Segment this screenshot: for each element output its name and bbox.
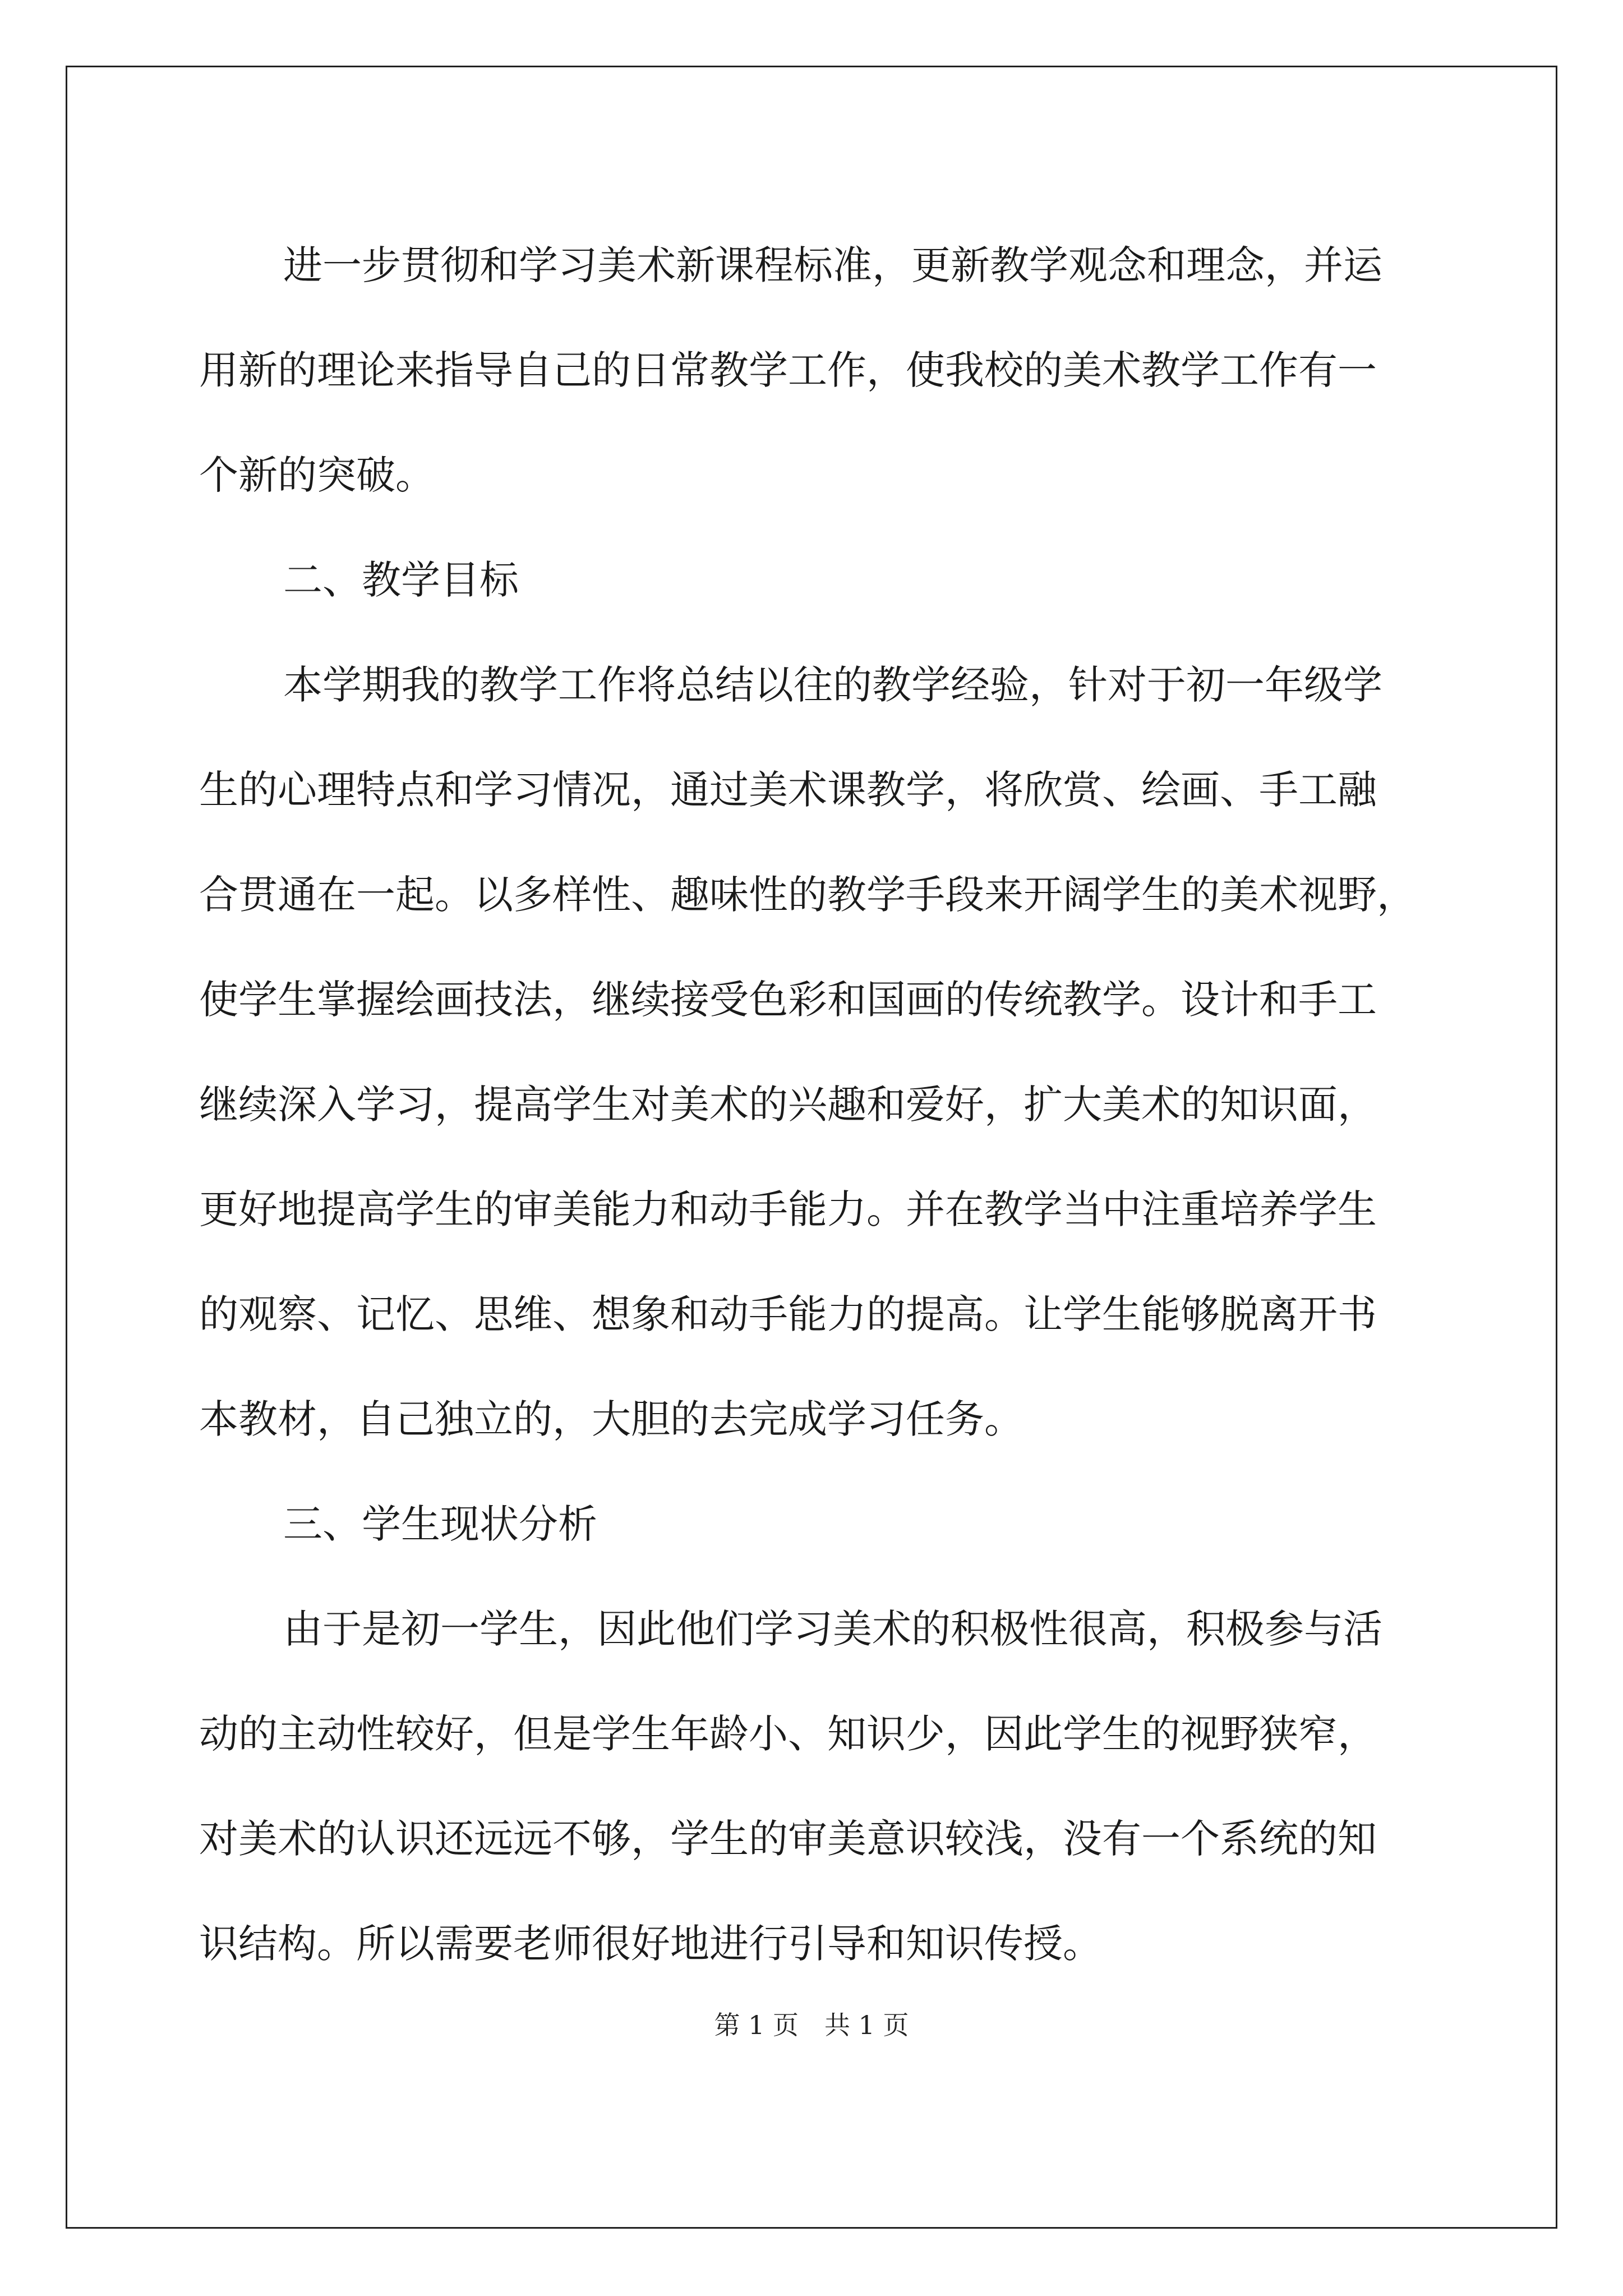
text-line: 进一步贯彻和学习美术新课程标准，更新教学观念和理念，并运 [283, 242, 1382, 288]
text-line: 继续深入学习，提高学生对美术的兴趣和爱好，扩大美术的知识面， [199, 1082, 1377, 1128]
paragraph-intro [199, 213, 1438, 528]
text-line: 本学期我的教学工作将总结以往的教学经验，针对于初一年级学 [283, 662, 1382, 708]
text-line: 对美术的认识还远远不够，学生的审美意识较浅，没有一个系统的知 [199, 1816, 1377, 1862]
heading-teaching-goals [199, 528, 1438, 633]
text-line: 本教材，自己独立的，大胆的去完成学习任务。 [199, 1396, 1023, 1442]
text-line: 使学生掌握绘画技法，继续接受色彩和国画的传统教学。设计和手工 [199, 977, 1377, 1023]
text-line: 动的主动性较好，但是学生年龄小、知识少，因此学生的视野狭窄， [199, 1711, 1377, 1757]
heading-student-analysis [199, 1472, 1438, 1577]
section-heading: 三、学生现状分析 [283, 1501, 597, 1547]
text-line: 用新的理论来指导自己的日常教学工作，使我校的美术教学工作有一 [199, 347, 1377, 393]
text-line: 识结构。所以需要老师很好地进行引导和知识传授。 [199, 1921, 1102, 1967]
text-line: 个新的突破。 [199, 452, 435, 498]
text-line: 的观察、记忆、思维、想象和动手能力的提高。让学生能够脱离开书 [199, 1291, 1377, 1337]
section-heading: 二、教学目标 [283, 557, 519, 603]
document-body [199, 213, 1438, 1996]
paragraph-student-analysis [199, 1577, 1438, 1996]
text-line: 更好地提高学生的审美能力和动手能力。并在教学当中注重培养学生 [199, 1186, 1377, 1232]
text-line: 生的心理特点和学习情况，通过美术课教学，将欣赏、绘画、手工融 [199, 767, 1377, 813]
page-number-footer: 第 1 页 共 1 页 [714, 2010, 909, 2040]
paragraph-teaching-goals [199, 633, 1438, 1472]
text-line: 合贯通在一起。以多样性、趣味性的教学手段来开阔学生的美术视野， [199, 872, 1416, 918]
text-line: 由于是初一学生，因此他们学习美术的积极性很高，积极参与活 [283, 1606, 1382, 1652]
